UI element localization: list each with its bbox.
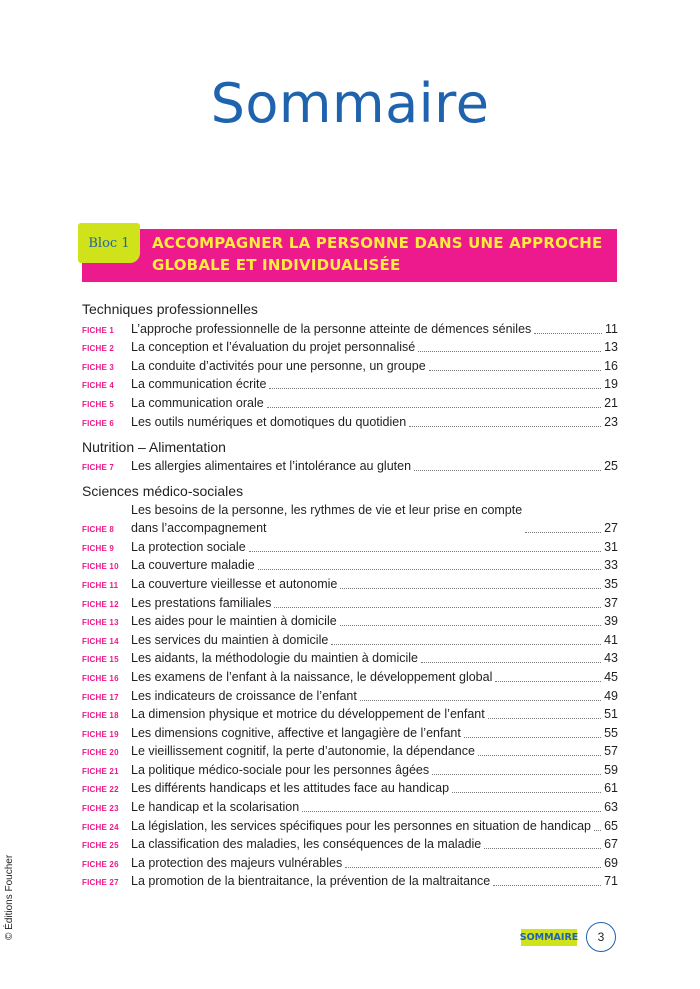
toc-entry-title xyxy=(131,501,522,537)
toc-entry-title-line: La conduite d’activités pour une personne, un groupe xyxy=(131,358,426,373)
table-of-contents xyxy=(82,300,618,890)
dot-leader xyxy=(421,662,601,663)
toc-entry-title xyxy=(131,538,246,556)
toc-entry-title xyxy=(131,320,531,338)
dot-leader xyxy=(525,532,601,533)
dot-leader xyxy=(488,718,601,719)
toc-page-number: 27 xyxy=(604,521,618,536)
toc-entry-title-line: Les examens de l’enfant à la naissance, le développement global xyxy=(131,669,493,684)
dot-leader xyxy=(414,470,601,471)
footer-sommaire-badge[interactable]: SOMMAIRE xyxy=(521,929,577,946)
toc-entry-body xyxy=(131,357,618,375)
toc-entry-body xyxy=(131,631,618,649)
fiche-label: FICHE 21 xyxy=(82,766,119,776)
toc-entry-title-line: Le vieillissement cognitif, la perte d’autonomie, la dépendance xyxy=(131,744,475,759)
toc-page-number: 69 xyxy=(604,855,618,870)
toc-entry-body xyxy=(131,612,618,630)
toc-entry[interactable] xyxy=(82,338,618,357)
fiche-label: FICHE 16 xyxy=(82,673,119,683)
dot-leader xyxy=(478,755,601,756)
fiche-label: FICHE 15 xyxy=(82,655,119,665)
fiche-label: FICHE 12 xyxy=(82,599,119,609)
toc-page-number: 39 xyxy=(604,614,618,629)
toc-entry-body xyxy=(131,556,618,574)
toc-entry-body xyxy=(131,538,618,556)
toc-page-number: 13 xyxy=(604,340,618,355)
bloc-title: ACCOMPAGNER LA PERSONNE DANS UNE APPROCHE GLOBALE ET INDIVIDUALISÉE xyxy=(152,234,603,274)
toc-page-number: 25 xyxy=(604,459,618,474)
toc-entry[interactable] xyxy=(82,742,618,761)
toc-page-number: 65 xyxy=(604,818,618,833)
toc-page-number: 43 xyxy=(604,651,618,666)
toc-entry-title xyxy=(131,649,418,667)
section-title: Techniques professionnelles xyxy=(82,301,258,317)
toc-entry[interactable] xyxy=(82,649,618,668)
fiche-label: FICHE 2 xyxy=(82,344,115,354)
toc-page-number: 55 xyxy=(604,725,618,740)
toc-page-number: 19 xyxy=(604,377,618,392)
toc-entry-title-line: La conception et l’évaluation du projet personnalisé xyxy=(131,340,416,355)
toc-page-number: 16 xyxy=(604,358,618,373)
toc-entry-body xyxy=(131,338,618,356)
toc-page-number: 51 xyxy=(604,707,618,722)
toc-entry-title-line: La couverture vieillesse et autonomie xyxy=(131,576,338,591)
toc-entry[interactable] xyxy=(82,667,618,686)
fiche-label: FICHE 7 xyxy=(82,463,115,473)
toc-entry[interactable] xyxy=(82,797,618,816)
toc-entry-title xyxy=(131,413,406,431)
dot-leader xyxy=(432,774,601,775)
toc-entry[interactable] xyxy=(82,574,618,593)
fiche-label: FICHE 5 xyxy=(82,399,115,409)
toc-entry-title-line: Les aidants, la méthodologie du maintien à domicile xyxy=(131,651,418,666)
toc-entry[interactable] xyxy=(82,686,618,705)
toc-entry-title-line: La couverture maladie xyxy=(131,558,255,573)
dot-leader xyxy=(495,681,601,682)
fiche-label: FICHE 10 xyxy=(82,562,119,572)
toc-entry-title xyxy=(131,375,266,393)
toc-entry-body xyxy=(131,854,618,872)
fiche-label: FICHE 17 xyxy=(82,692,119,702)
toc-entry-body xyxy=(131,320,618,338)
toc-entry-title xyxy=(131,798,299,816)
toc-entry-title xyxy=(131,338,415,356)
toc-entry[interactable] xyxy=(82,705,618,724)
fiche-label: FICHE 26 xyxy=(82,859,119,869)
dot-leader xyxy=(340,625,601,626)
toc-entry-body xyxy=(131,761,618,779)
toc-entry-title xyxy=(131,457,411,475)
toc-entry[interactable] xyxy=(82,593,618,612)
copyright-notice: © Éditions Foucher xyxy=(4,854,15,940)
toc-entry-title-line: Les allergies alimentaires et l’intolérance au gluten xyxy=(131,459,412,474)
dot-leader xyxy=(331,644,601,645)
toc-entry-body xyxy=(131,872,618,890)
toc-entry-body xyxy=(131,724,618,742)
dot-leader xyxy=(452,792,601,793)
toc-entry[interactable] xyxy=(82,457,618,476)
toc-entry-title xyxy=(131,817,591,835)
toc-entry-title-line: Les services du maintien à domicile xyxy=(131,632,329,647)
toc-entry[interactable] xyxy=(82,612,618,631)
page-number: 3 xyxy=(586,922,616,952)
toc-entry[interactable] xyxy=(82,319,618,338)
toc-entry-title xyxy=(131,779,449,797)
dot-leader xyxy=(267,407,601,408)
toc-page-number: 71 xyxy=(604,874,618,889)
toc-entry-title-line: Les outils numériques et domotiques du quotidien xyxy=(131,414,407,429)
toc-entry[interactable] xyxy=(82,412,618,431)
toc-entry-title-line: La politique médico-sociale pour les personnes âgées xyxy=(131,762,430,777)
fiche-label: FICHE 23 xyxy=(82,804,119,814)
toc-entry[interactable] xyxy=(82,816,618,835)
toc-entry-body xyxy=(131,394,618,412)
toc-entry-title xyxy=(131,854,342,872)
toc-entry[interactable] xyxy=(82,501,618,537)
page-title: Sommaire xyxy=(210,72,490,135)
toc-entry[interactable] xyxy=(82,872,618,891)
fiche-label: FICHE 1 xyxy=(82,325,115,335)
toc-page-number: 23 xyxy=(604,414,618,429)
toc-entry[interactable] xyxy=(82,375,618,394)
toc-entry-body xyxy=(131,375,618,393)
toc-entry-title-line: La législation, les services spécifiques pour les personnes en situation de handicap xyxy=(131,818,592,833)
toc-entry-title-line: La classification des maladies, les conséquences de la maladie xyxy=(131,837,482,852)
section-title: Nutrition – Alimentation xyxy=(82,438,226,455)
toc-page-number: 67 xyxy=(604,837,618,852)
toc-entry-title-line: Le handicap et la scolarisation xyxy=(131,800,300,815)
toc-page-number: 21 xyxy=(604,395,618,410)
dot-leader xyxy=(345,867,601,868)
dot-leader xyxy=(484,848,601,849)
toc-section xyxy=(82,482,618,890)
fiche-label: FICHE 22 xyxy=(82,785,119,795)
toc-entry-title-line: Les dimensions cognitive, affective et langagière de l’enfant xyxy=(131,725,461,740)
dot-leader xyxy=(418,351,601,352)
toc-entry-title xyxy=(131,631,328,649)
toc-entry[interactable] xyxy=(82,630,618,649)
toc-entry-body xyxy=(131,649,618,667)
toc-entry[interactable] xyxy=(82,723,618,742)
toc-entry-title xyxy=(131,742,475,760)
toc-entry-title xyxy=(131,872,490,890)
toc-page-number: 59 xyxy=(604,762,618,777)
toc-entry[interactable] xyxy=(82,779,618,798)
dot-leader xyxy=(274,607,601,608)
dot-leader xyxy=(302,811,601,812)
toc-page-number: 41 xyxy=(604,632,618,647)
toc-entry-title xyxy=(131,724,461,742)
dot-leader xyxy=(269,388,601,389)
toc-entry-title xyxy=(131,394,264,412)
toc-entry-body xyxy=(131,779,618,797)
toc-entry[interactable] xyxy=(82,556,618,575)
toc-entry-body xyxy=(131,687,618,705)
dot-leader xyxy=(360,700,601,701)
toc-section xyxy=(82,300,618,431)
toc-entry[interactable] xyxy=(82,537,618,556)
toc-entry-title-line: Les prestations familiales xyxy=(131,595,272,610)
fiche-label: FICHE 20 xyxy=(82,748,119,758)
toc-entry-body xyxy=(131,668,618,686)
toc-page-number: 61 xyxy=(604,781,618,796)
dot-leader xyxy=(409,426,601,427)
fiche-label: FICHE 19 xyxy=(82,729,119,739)
toc-page-number: 37 xyxy=(604,595,618,610)
toc-page-number: 11 xyxy=(605,321,618,336)
section-title: Sciences médico-sociales xyxy=(82,483,244,500)
toc-page-number: 35 xyxy=(604,576,618,591)
toc-entry-body xyxy=(131,798,618,816)
toc-entry-title-line: La communication orale xyxy=(131,395,264,410)
toc-page-number: 49 xyxy=(604,688,618,703)
toc-entry-title-line: La dimension physique et motrice du développement de l’enfant xyxy=(131,707,485,722)
toc-entry-title xyxy=(131,705,485,723)
toc-entry-title xyxy=(131,835,481,853)
toc-entry-title-line: La promotion de la bientraitance, la prévention de la maltraitance xyxy=(131,874,491,889)
toc-entry-title-line: Les indicateurs de croissance de l’enfant xyxy=(131,688,357,703)
dot-leader xyxy=(493,885,601,886)
toc-page-number: 31 xyxy=(604,539,618,554)
toc-entry-title xyxy=(131,575,337,593)
fiche-label: FICHE 25 xyxy=(82,841,119,851)
bloc-tag: Bloc 1 xyxy=(78,223,140,263)
toc-entry[interactable] xyxy=(82,760,618,779)
dot-leader xyxy=(534,333,602,334)
toc-page-number: 57 xyxy=(604,744,618,759)
toc-entry[interactable] xyxy=(82,356,618,375)
toc-entry-body xyxy=(131,457,618,475)
toc-entry-title-line: dans l’accompagnement xyxy=(131,521,267,536)
toc-entry-body xyxy=(131,575,618,593)
toc-entry-title-line: Les différents handicaps et les attitudes face au handicap xyxy=(131,781,450,796)
toc-entry-title xyxy=(131,668,492,686)
fiche-label: FICHE 4 xyxy=(82,381,115,391)
fiche-label: FICHE 9 xyxy=(82,543,115,553)
dot-leader xyxy=(340,588,601,589)
dot-leader xyxy=(249,551,601,552)
toc-entry-title-line: La communication écrite xyxy=(131,377,267,392)
toc-entry-title xyxy=(131,556,255,574)
toc-page-number: 63 xyxy=(604,800,618,815)
toc-entry[interactable] xyxy=(82,835,618,854)
toc-page-number: 33 xyxy=(604,558,618,573)
toc-entry-title-line: L’approche professionnelle de la personne atteinte de démences séniles xyxy=(131,321,532,336)
toc-entry-title xyxy=(131,594,271,612)
toc-entry[interactable] xyxy=(82,853,618,872)
toc-entry-title xyxy=(131,761,429,779)
dot-leader xyxy=(464,737,601,738)
fiche-label: FICHE 14 xyxy=(82,636,119,646)
fiche-label: FICHE 3 xyxy=(82,362,115,372)
toc-entry-body xyxy=(131,413,618,431)
fiche-label: FICHE 11 xyxy=(82,580,119,590)
toc-entry-title-line: La protection sociale xyxy=(131,539,246,554)
toc-entry-title-line: Les aides pour le maintien à domicile xyxy=(131,614,337,629)
toc-entry-body xyxy=(131,501,618,537)
toc-entry-title-line: La protection des majeurs vulnérables xyxy=(131,855,343,870)
fiche-label: FICHE 27 xyxy=(82,878,119,888)
toc-entry-title xyxy=(131,357,426,375)
fiche-label: FICHE 13 xyxy=(82,618,119,628)
toc-entry-body xyxy=(131,817,618,835)
fiche-label: FICHE 18 xyxy=(82,711,119,721)
dot-leader xyxy=(429,370,601,371)
dot-leader xyxy=(258,569,601,570)
toc-entry-title-line: Les besoins de la personne, les rythmes de vie et leur prise en compte xyxy=(131,503,523,518)
toc-entry-title xyxy=(131,687,357,705)
fiche-label: FICHE 8 xyxy=(82,525,115,535)
dot-leader xyxy=(594,830,601,831)
toc-entry-body xyxy=(131,594,618,612)
toc-entry-body xyxy=(131,705,618,723)
toc-section xyxy=(82,438,618,476)
toc-entry-body xyxy=(131,835,618,853)
toc-page-number: 45 xyxy=(604,669,618,684)
fiche-label: FICHE 24 xyxy=(82,822,119,832)
fiche-label: FICHE 6 xyxy=(82,418,115,428)
toc-entry-body xyxy=(131,742,618,760)
toc-entry-title xyxy=(131,612,337,630)
toc-entry[interactable] xyxy=(82,393,618,412)
